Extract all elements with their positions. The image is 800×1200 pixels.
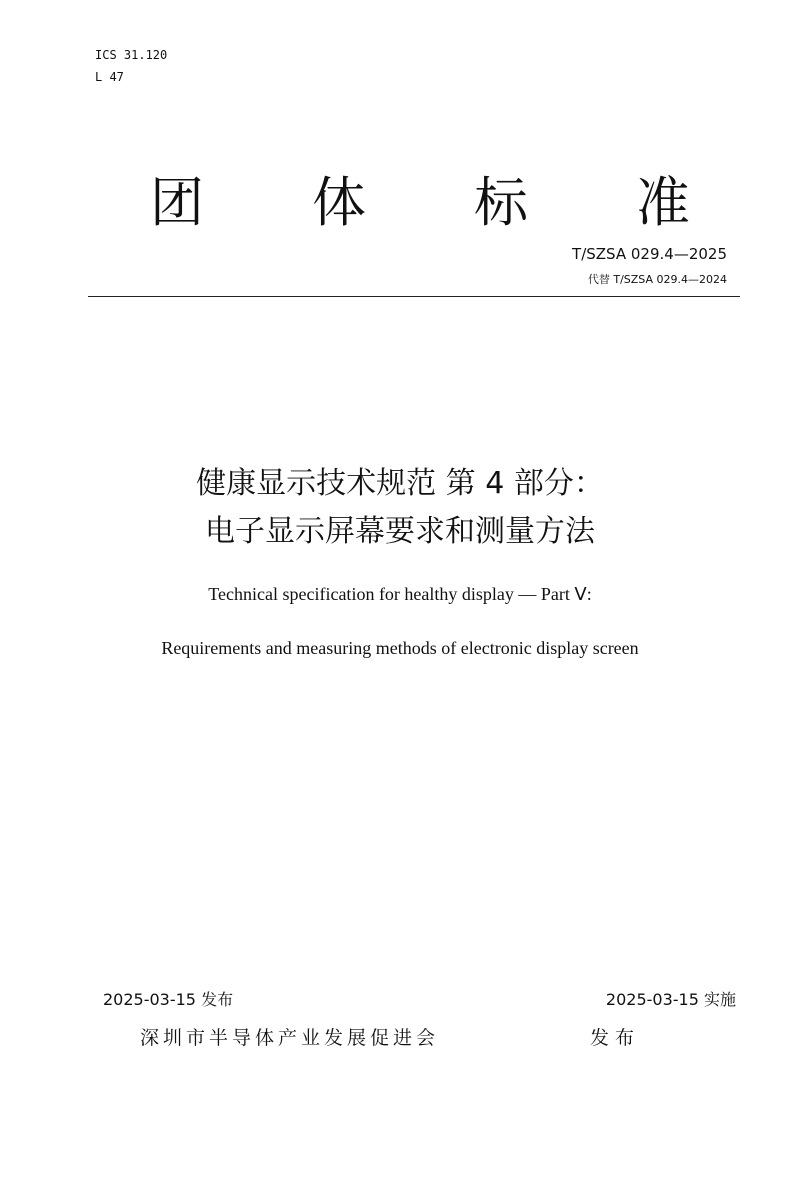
doc-type-char-4: 准: [636, 171, 690, 234]
issue-date: 2025-03-15 发布: [103, 990, 234, 1009]
doc-type-char-1: 团: [150, 171, 204, 234]
doc-type-char-2: 体: [312, 171, 366, 234]
standard-number: T/SZSA 029.4—2025: [572, 245, 727, 263]
title-english-line-2: Requirements and measuring methods of electronic display screen: [161, 638, 639, 658]
title-chinese-line-2: 电子显示屏幕要求和测量方法: [205, 514, 595, 549]
issue-label: 发布: [590, 1027, 641, 1049]
ccs-code: L 47: [95, 70, 124, 84]
header-divider: [88, 296, 740, 297]
replaced-standard-number: 代替 T/SZSA 029.4—2024: [587, 273, 727, 286]
title-chinese-line-1: 健康显示技术规范 第 4 部分：: [196, 466, 604, 501]
implementation-date: 2025-03-15 实施: [605, 990, 736, 1009]
ics-code: ICS 31.120: [95, 48, 168, 62]
title-english-line-1: Technical specification for healthy display — Part Ⅴ:: [208, 584, 592, 604]
issuing-organization: 深圳市半导体产业发展促进会: [140, 1027, 440, 1049]
doc-type-char-3: 标: [474, 171, 528, 234]
document-type-heading: [150, 168, 690, 238]
